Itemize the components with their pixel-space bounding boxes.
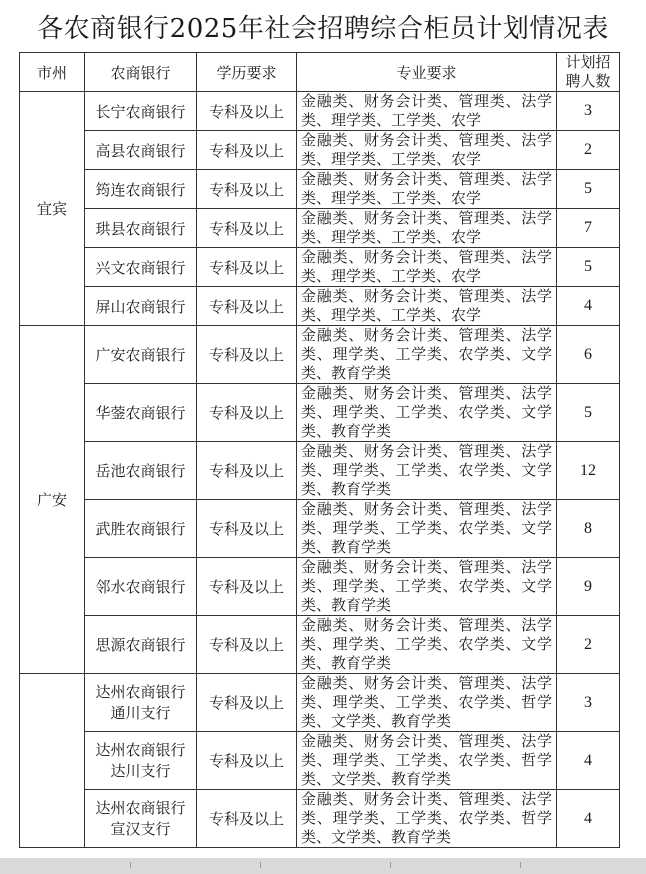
page-title: 各农商银行2025年社会招聘综合柜员计划情况表 bbox=[37, 14, 609, 44]
city-cell: 宜宾 bbox=[20, 92, 85, 326]
table-row bbox=[20, 92, 620, 131]
bank-cell: 珙县农商银行 bbox=[85, 209, 197, 248]
major-text: 金融类、财务会计类、管理类、法学类、理学类、工学类、农学 bbox=[301, 131, 552, 168]
major-cell bbox=[297, 170, 557, 209]
major-cell bbox=[297, 209, 557, 248]
major-cell bbox=[297, 732, 557, 790]
major-text: 金融类、财务会计类、管理类、法学类、理学类、工学类、农学 bbox=[301, 209, 552, 246]
header-row bbox=[20, 53, 620, 92]
city-cell: 广安 bbox=[20, 326, 85, 674]
major-text: 金融类、财务会计类、管理类、法学类、理学类、工学类、农学类、哲学类、文学类、教育学类 bbox=[301, 674, 552, 730]
table-row bbox=[20, 384, 620, 442]
count-cell: 4 bbox=[557, 732, 620, 790]
edu-cell: 专科及以上 bbox=[197, 616, 297, 674]
major-text: 金融类、财务会计类、管理类、法学类、理学类、工学类、农学类、文学类、教育学类 bbox=[301, 384, 552, 440]
major-text: 金融类、财务会计类、管理类、法学类、理学类、工学类、农学类、文学类、教育学类 bbox=[301, 616, 552, 672]
table-row bbox=[20, 248, 620, 287]
bank-cell: 广安农商银行 bbox=[85, 326, 197, 384]
count-cell: 12 bbox=[557, 442, 620, 500]
bank-cell: 长宁农商银行 bbox=[85, 92, 197, 131]
count-cell: 4 bbox=[557, 790, 620, 848]
count-cell: 6 bbox=[557, 326, 620, 384]
edu-cell: 专科及以上 bbox=[197, 326, 297, 384]
major-cell bbox=[297, 326, 557, 384]
edu-cell: 专科及以上 bbox=[197, 790, 297, 848]
major-cell bbox=[297, 790, 557, 848]
table-row bbox=[20, 209, 620, 248]
edu-cell: 专科及以上 bbox=[197, 248, 297, 287]
major-text: 金融类、财务会计类、管理类、法学类、理学类、工学类、农学 bbox=[301, 287, 552, 324]
count-cell: 9 bbox=[557, 558, 620, 616]
edu-cell: 专科及以上 bbox=[197, 131, 297, 170]
plan-table bbox=[19, 52, 620, 848]
table-row bbox=[20, 732, 620, 790]
bottom-scroll-strip bbox=[0, 858, 646, 874]
bank-cell: 达州农商银行 宣汉支行 bbox=[85, 790, 197, 848]
bank-cell: 兴文农商银行 bbox=[85, 248, 197, 287]
table-row bbox=[20, 326, 620, 384]
major-cell bbox=[297, 92, 557, 131]
major-text: 金融类、财务会计类、管理类、法学类、理学类、工学类、农学 bbox=[301, 248, 552, 285]
major-text: 金融类、财务会计类、管理类、法学类、理学类、工学类、农学 bbox=[301, 92, 552, 129]
count-cell: 3 bbox=[557, 92, 620, 131]
table-row bbox=[20, 674, 620, 732]
header-edu: 学历要求 bbox=[197, 53, 297, 92]
edu-cell: 专科及以上 bbox=[197, 674, 297, 732]
city-cell bbox=[20, 674, 85, 848]
edu-cell: 专科及以上 bbox=[197, 442, 297, 500]
bank-cell: 屏山农商银行 bbox=[85, 287, 197, 326]
header-count bbox=[557, 53, 620, 92]
edu-cell: 专科及以上 bbox=[197, 384, 297, 442]
major-cell bbox=[297, 558, 557, 616]
count-cell: 5 bbox=[557, 384, 620, 442]
major-text: 金融类、财务会计类、管理类、法学类、理学类、工学类、农学类、文学类、教育学类 bbox=[301, 500, 552, 556]
major-cell bbox=[297, 442, 557, 500]
major-cell bbox=[297, 674, 557, 732]
table-row bbox=[20, 790, 620, 848]
table-row bbox=[20, 558, 620, 616]
bank-cell: 达州农商银行 达川支行 bbox=[85, 732, 197, 790]
edu-cell: 专科及以上 bbox=[197, 209, 297, 248]
header-count-text: 计划招聘人数 bbox=[565, 53, 611, 90]
bank-cell: 思源农商银行 bbox=[85, 616, 197, 674]
count-cell: 2 bbox=[557, 616, 620, 674]
major-cell bbox=[297, 500, 557, 558]
edu-cell: 专科及以上 bbox=[197, 170, 297, 209]
major-cell bbox=[297, 616, 557, 674]
major-text: 金融类、财务会计类、管理类、法学类、理学类、工学类、农学类、文学类、教育学类 bbox=[301, 442, 552, 498]
bank-cell: 筠连农商银行 bbox=[85, 170, 197, 209]
major-text: 金融类、财务会计类、管理类、法学类、理学类、工学类、农学类、哲学类、文学类、教育学类 bbox=[301, 732, 552, 788]
table-row bbox=[20, 287, 620, 326]
bank-cell: 高县农商银行 bbox=[85, 131, 197, 170]
table-row bbox=[20, 500, 620, 558]
bank-cell: 岳池农商银行 bbox=[85, 442, 197, 500]
count-cell: 7 bbox=[557, 209, 620, 248]
edu-cell: 专科及以上 bbox=[197, 92, 297, 131]
major-text: 金融类、财务会计类、管理类、法学类、理学类、工学类、农学 bbox=[301, 170, 552, 207]
edu-cell: 专科及以上 bbox=[197, 500, 297, 558]
major-text: 金融类、财务会计类、管理类、法学类、理学类、工学类、农学类、哲学类、文学类、教育学类 bbox=[301, 790, 552, 846]
major-text: 金融类、财务会计类、管理类、法学类、理学类、工学类、农学类、文学类、教育学类 bbox=[301, 326, 552, 382]
header-city: 市州 bbox=[20, 53, 85, 92]
edu-cell: 专科及以上 bbox=[197, 558, 297, 616]
count-cell: 3 bbox=[557, 674, 620, 732]
major-cell bbox=[297, 384, 557, 442]
count-cell: 4 bbox=[557, 287, 620, 326]
major-cell bbox=[297, 131, 557, 170]
count-cell: 2 bbox=[557, 131, 620, 170]
bank-cell: 达州农商银行 通川支行 bbox=[85, 674, 197, 732]
table-row bbox=[20, 170, 620, 209]
major-cell bbox=[297, 287, 557, 326]
table-row bbox=[20, 131, 620, 170]
bank-cell: 邻水农商银行 bbox=[85, 558, 197, 616]
table-body bbox=[20, 92, 620, 848]
table-row bbox=[20, 442, 620, 500]
count-cell: 5 bbox=[557, 170, 620, 209]
table-row bbox=[20, 616, 620, 674]
count-cell: 8 bbox=[557, 500, 620, 558]
count-cell: 5 bbox=[557, 248, 620, 287]
major-cell bbox=[297, 248, 557, 287]
bank-cell: 武胜农商银行 bbox=[85, 500, 197, 558]
header-bank: 农商银行 bbox=[85, 53, 197, 92]
edu-cell: 专科及以上 bbox=[197, 732, 297, 790]
header-major: 专业要求 bbox=[297, 53, 557, 92]
major-text: 金融类、财务会计类、管理类、法学类、理学类、工学类、农学类、文学类、教育学类 bbox=[301, 558, 552, 614]
bank-cell: 华蓥农商银行 bbox=[85, 384, 197, 442]
edu-cell: 专科及以上 bbox=[197, 287, 297, 326]
